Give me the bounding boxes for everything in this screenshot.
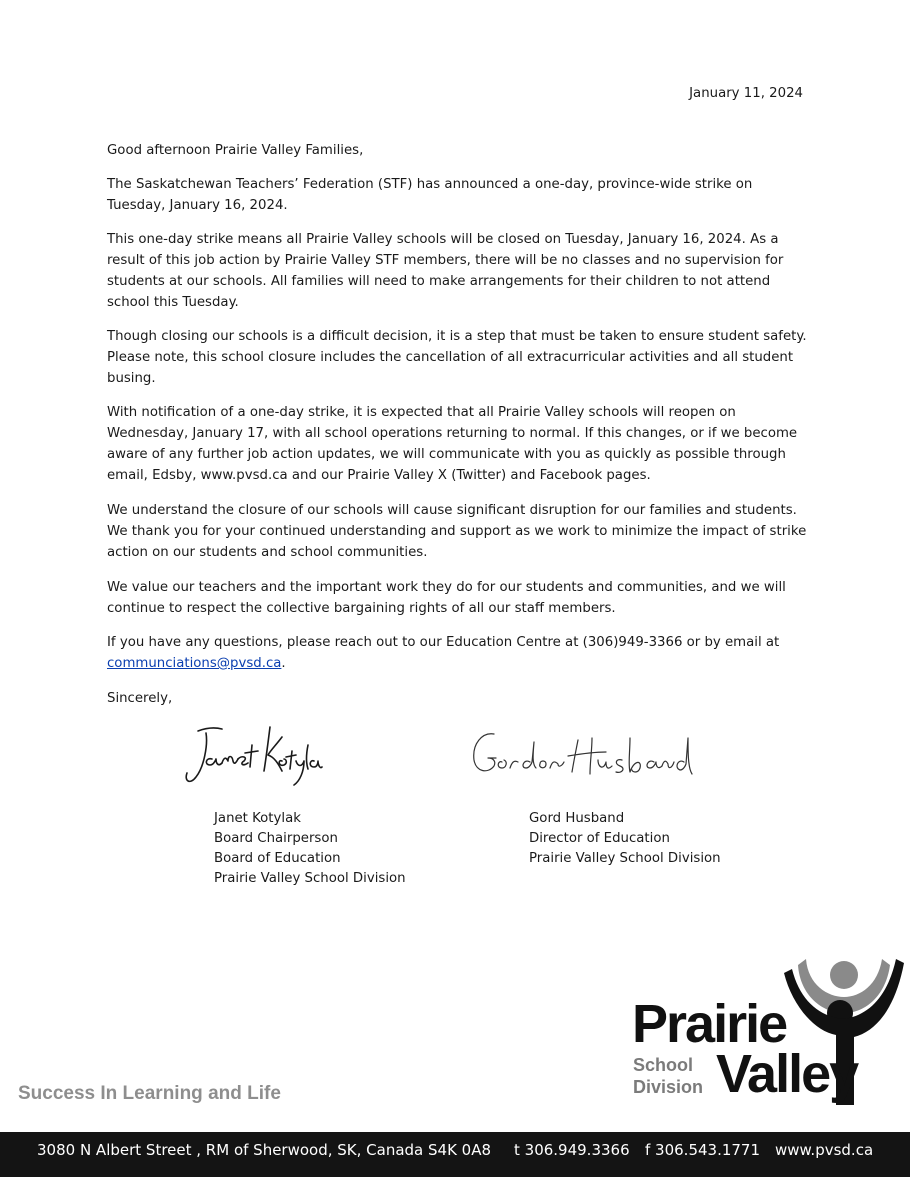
signatory-1-org2: Prairie Valley School Division [214, 871, 406, 886]
contact-paragraph [107, 632, 807, 674]
contact-email-link[interactable]: communciations@pvsd.ca [107, 656, 282, 671]
signatory-2 [529, 809, 721, 869]
signatory-2-title: Director of Education [529, 831, 670, 846]
signature-1-text: Janet Kotylak [178, 793, 185, 794]
footer-website[interactable]: www.pvsd.ca [775, 1141, 874, 1159]
paragraph-6: We value our teachers and the important work they do for our students and communities, and we will continue to respect the collective bargaining rights of all our staff members. [107, 580, 786, 616]
paragraph-3: Though closing our schools is a difficult decision, it is a step that must be taken to ensure student safety. Please note, this school closure includes the cancellation of all extracurricular activities and all student busing. [107, 329, 807, 386]
signatory-2-org1: Prairie Valley School Division [529, 851, 721, 866]
tagline: Success In Learning and Life [18, 1083, 281, 1104]
prairie-valley-logo [628, 955, 910, 1120]
signatory-1 [214, 809, 406, 889]
contact-text: If you have any questions, please reach out to our Education Centre at (306)949-3366 or by email at [107, 635, 780, 650]
closing: Sincerely, [107, 691, 173, 706]
logo-word-valley: Valley [716, 1044, 858, 1104]
paragraph-5: We understand the closure of our schools will cause significant disruption for our families and students. We thank you for your continued understanding and support as we work to minimize the impact of strike action on our students and school communities. [107, 503, 807, 560]
signatory-1-title: Board Chairperson [214, 831, 338, 846]
footer-fax: f 306.543.1771 [645, 1141, 761, 1159]
footer-address: 3080 N Albert Street , RM of Sherwood, SK, Canada S4K 0A8 [37, 1141, 492, 1159]
signatory-1-org1: Board of Education [214, 851, 341, 866]
paragraph-2: This one-day strike means all Prairie Valley schools will be closed on Tuesday, January 16, 2024. As a result of this job action by Prairie Valley STF members, there will be no classes and no supervision for students at our schools. All families will need to make arrangements for their children to not attend school this Tuesday. [107, 232, 784, 310]
contact-end: . [281, 656, 286, 671]
footer-phone: t 306.949.3366 [514, 1141, 630, 1159]
footer-bar [0, 1132, 910, 1177]
signatory-1-name: Janet Kotylak [214, 811, 301, 826]
letter-date: January 11, 2024 [689, 86, 803, 101]
signature-gordon-husband [466, 722, 696, 792]
logo-word-prairie: Prairie [632, 994, 787, 1054]
paragraph-4: With notification of a one-day strike, it is expected that all Prairie Valley schools will reopen on Wednesday, January 17, with all school operations returning to normal. If this changes, or if we become aware of any further job action updates, we will communicate with you as quickly as possible through email, Edsby, www.pvsd.ca and our Prairie Valley X (Twitter) and Facebook pages. [107, 405, 798, 483]
logo-word-division: Division [633, 1077, 704, 1097]
greeting: Good afternoon Prairie Valley Families, [107, 143, 364, 158]
signature-2-text: Gordon Husband [466, 790, 475, 791]
logo-word-school: School [633, 1055, 694, 1075]
paragraph-1: The Saskatchewan Teachers’ Federation (STF) has announced a one-day, province-wide strike on Tuesday, January 16, 2024. [107, 177, 753, 213]
signatory-2-name: Gord Husband [529, 811, 625, 826]
signature-janet-kotylak [178, 715, 323, 795]
